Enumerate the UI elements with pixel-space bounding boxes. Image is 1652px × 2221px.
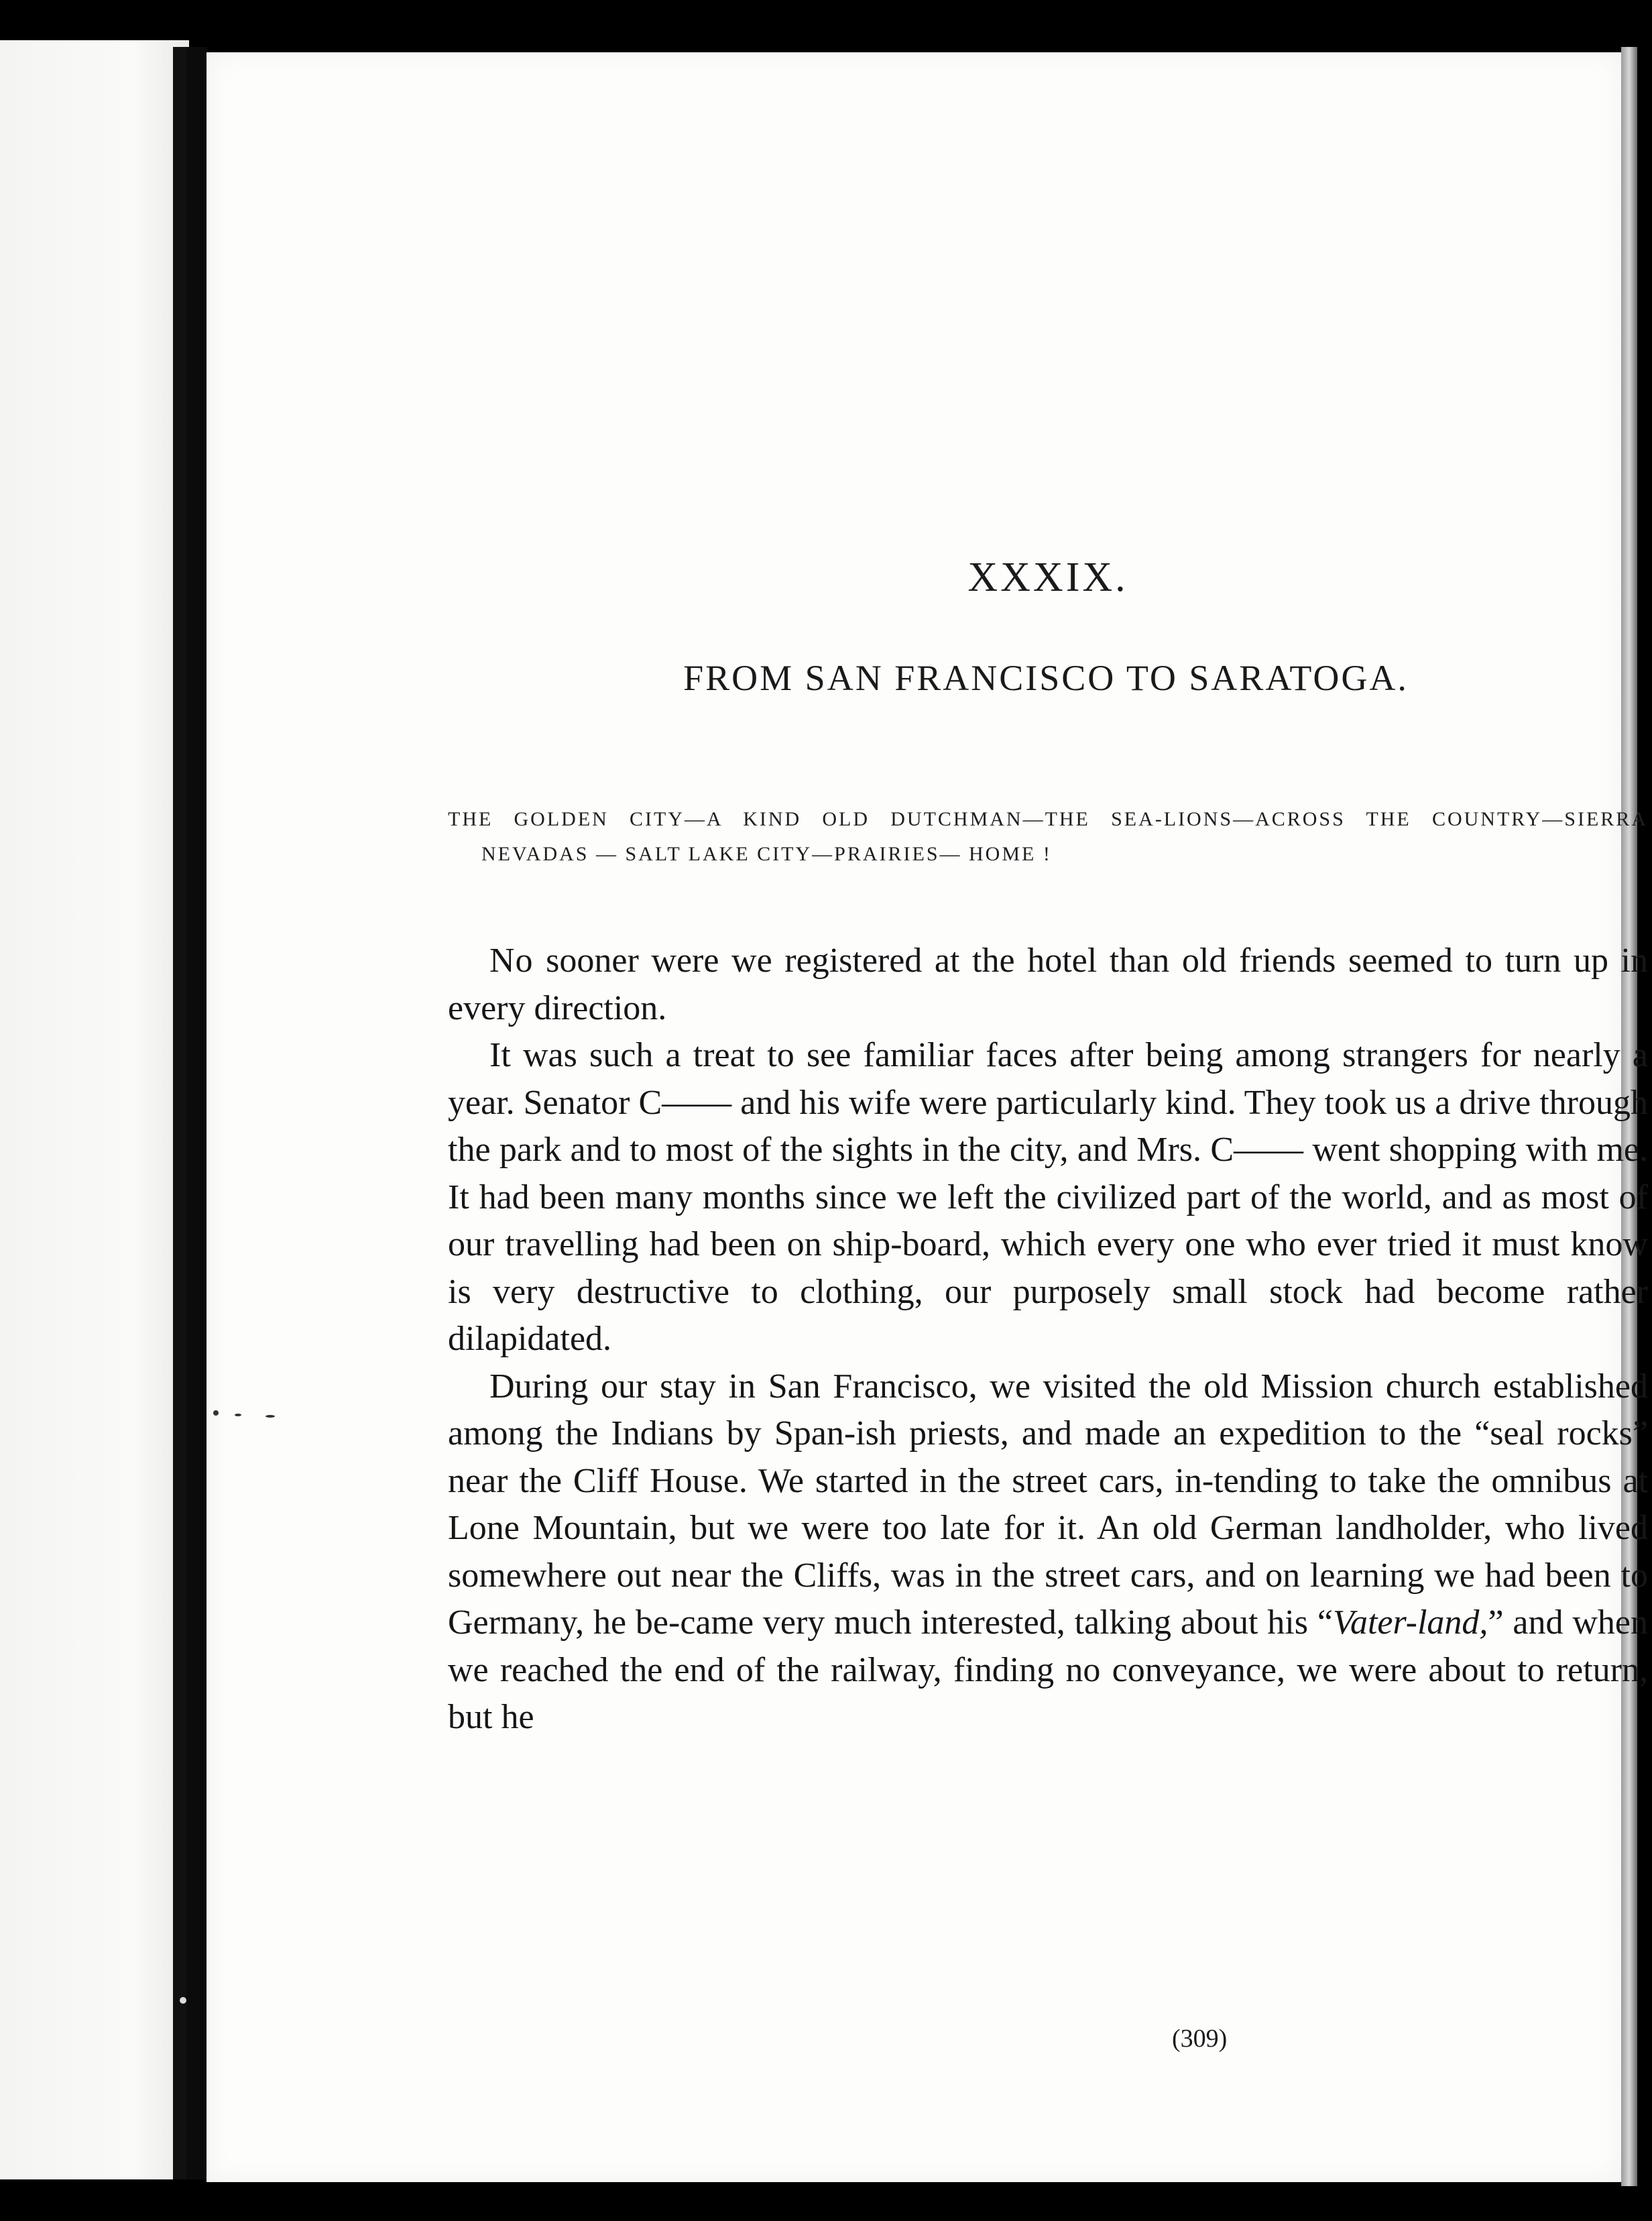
chapter-summary: THE GOLDEN CITY—A KIND OLD DUTCHMAN—THE SEA-LIONS—ACROSS THE COUNTRY—SIERRA NEVADAS — SALT LAKE CITY—PRAIRIES— HOME ! <box>448 808 1648 865</box>
paragraph-tail: ” and when we reached the end of the railway, finding no conveyance, we were about to return, but he <box>448 1603 1648 1736</box>
page-number: (309) <box>1172 2025 1228 2053</box>
scan-speck <box>266 1415 275 1418</box>
paragraph-2 <box>448 1032 1648 1363</box>
paragraph-1 <box>448 937 1648 1032</box>
paragraph-text: It was such a treat to see familiar faces after being among strangers for nearly a year. Senator C—— and his wife were particularly kind. They took us a drive through the park and to most of the sights in the city, and Mrs. C—— went shopping with me. It had been many months since we left the civilized part of the world, and as most of our travelling had been on ship-board, which every one who ever tried it must know is very destructive to clothing, our purposely small stock had become rather dilapidated. <box>448 1036 1648 1358</box>
book-gutter-shadow <box>186 47 206 2179</box>
book-page <box>206 52 1648 2182</box>
book-gutter <box>173 47 186 2179</box>
paragraph-lead: No <box>489 942 534 980</box>
scan-speck <box>213 1410 219 1416</box>
scan-speck <box>235 1414 241 1416</box>
chapter-body <box>448 937 1648 1742</box>
paragraph-italic: Vater-land, <box>1332 1603 1488 1642</box>
paragraph-3 <box>448 1363 1648 1742</box>
scan-speck <box>180 1997 186 2004</box>
previous-page-edge <box>0 40 189 2179</box>
paragraph-text: sooner were we registered at the hotel than old friends seemed to turn up in every direction. <box>448 942 1648 1027</box>
chapter-number: XXXIX. <box>967 555 1128 600</box>
paragraph-text: During our stay in San Francisco, we visited the old Mission church established among the Indians by Span-ish priests, and made an expedition to the “seal rocks” near the Cliff House. We started in the street cars, in-tending to take the omnibus at Lone Mountain, but we were too late for it. An old German landholder, who lived somewhere out near the Cliffs, was in the street cars, and on learning we had been to Germany, he be-came very much interested, talking about his “ <box>448 1367 1648 1642</box>
chapter-title: FROM SAN FRANCISCO TO SARATOGA. <box>683 658 1409 698</box>
